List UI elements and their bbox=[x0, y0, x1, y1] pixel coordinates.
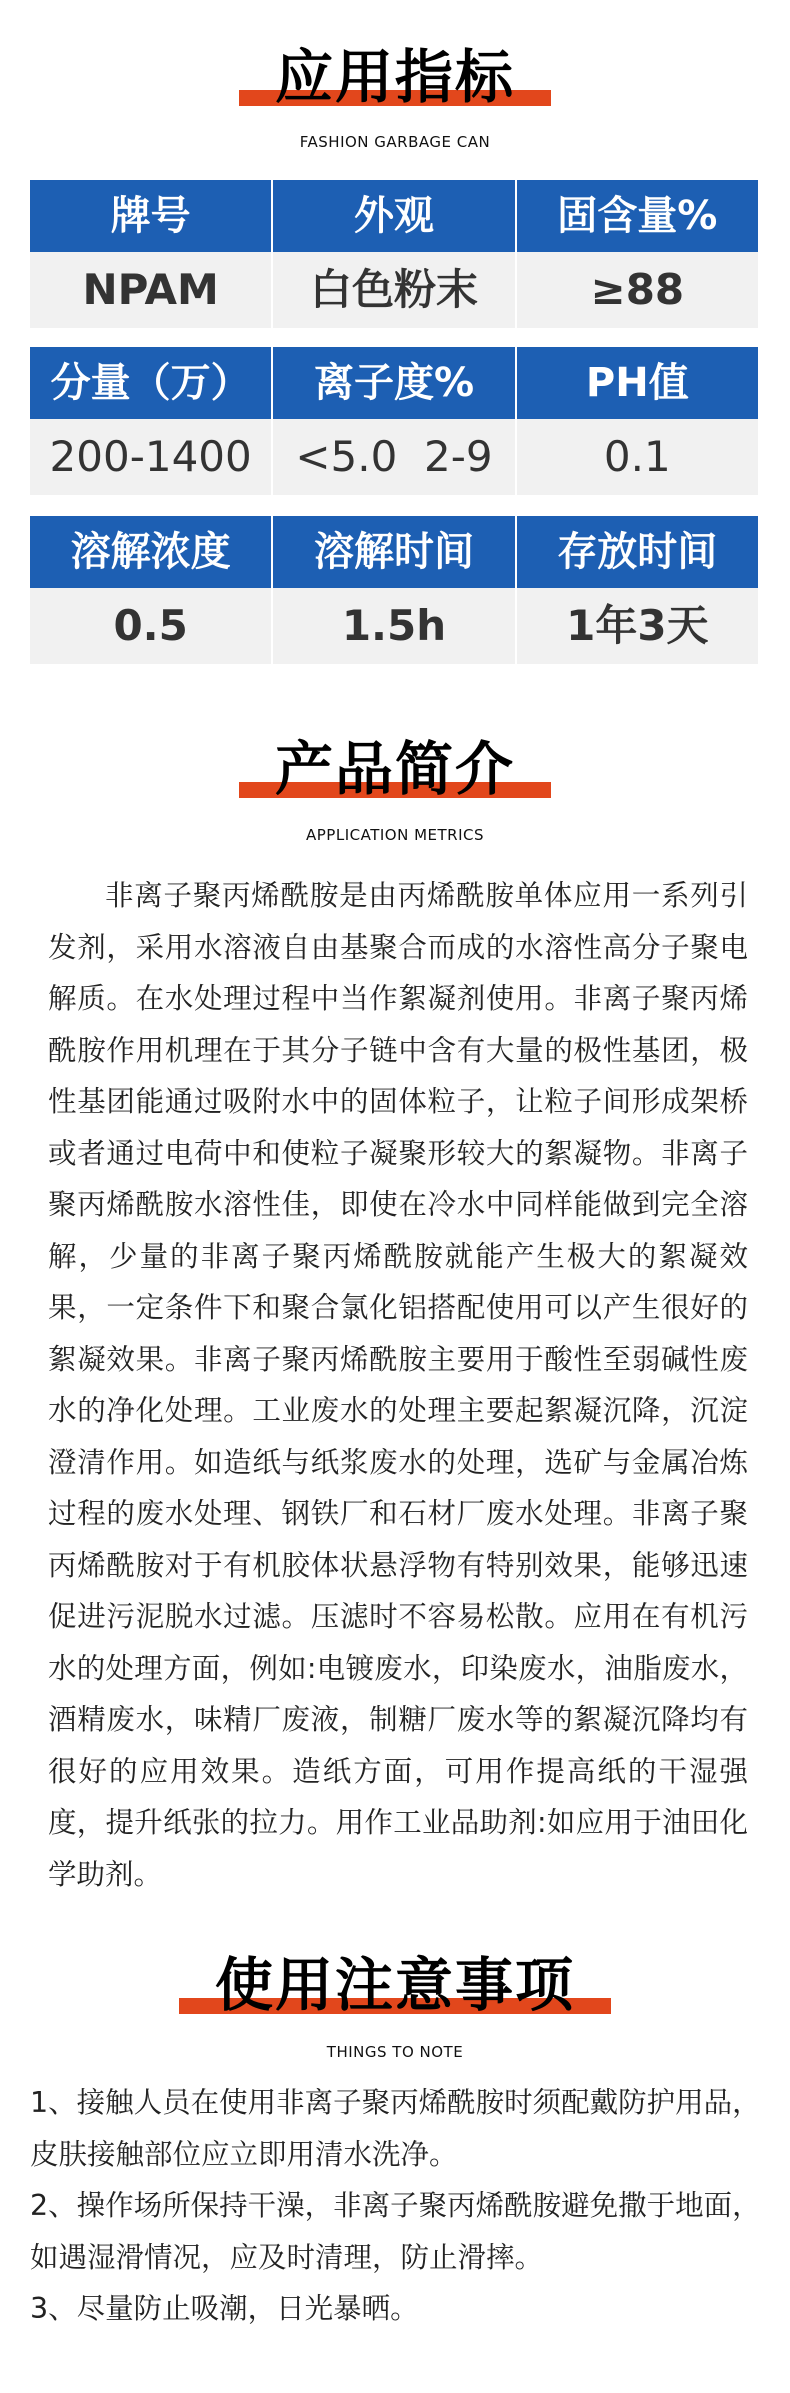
list-item: 3、尽量防止吸潮，日光暴晒。 bbox=[30, 2292, 419, 2325]
section-title-metrics bbox=[0, 40, 790, 114]
table-value-cell: 200-1400 bbox=[30, 419, 273, 495]
table-header-cell: 外观 bbox=[273, 180, 516, 252]
table-header-cell: PH值 bbox=[517, 347, 758, 419]
table-value-cell: 1年3天 bbox=[517, 588, 758, 664]
table-value-cell: NPAM bbox=[30, 252, 273, 328]
section-subtitle: THINGS TO NOTE bbox=[326, 2043, 464, 2061]
table-value-cell bbox=[273, 419, 516, 495]
table-header-cell: 牌号 bbox=[30, 180, 273, 252]
table-header-cell: 分量（万） bbox=[30, 347, 273, 419]
table-header-cell: 固含量% bbox=[517, 180, 758, 252]
table-header-cell: 存放时间 bbox=[517, 516, 758, 588]
spec-table-2 bbox=[30, 347, 758, 495]
list-item: 1、接触人员在使用非离子聚丙烯酰胺时须配戴防护用品，皮肤接触部位应立即用清水洗净。 bbox=[30, 2086, 761, 2171]
spec-table-1 bbox=[30, 180, 758, 328]
table-header-cell: 离子度% bbox=[273, 347, 516, 419]
section-title-intro bbox=[0, 732, 790, 806]
section-heading: 产品简介 bbox=[274, 735, 515, 803]
ion-degree-value: <5.0 bbox=[295, 432, 398, 481]
table-value-cell: 0.5 bbox=[30, 588, 273, 664]
table-header-cell: 溶解时间 bbox=[273, 516, 516, 588]
page-title: 应用指标 bbox=[274, 43, 515, 111]
notes-list bbox=[30, 2077, 770, 2335]
section-subtitle: APPLICATION METRICS bbox=[305, 826, 484, 844]
ph-range-value: 2-9 bbox=[424, 432, 493, 481]
spec-table-3 bbox=[30, 516, 758, 664]
table-value-cell: 0.1 bbox=[517, 419, 758, 495]
section-subtitle: FASHION GARBAGE CAN bbox=[299, 133, 491, 151]
table-header-row bbox=[30, 516, 758, 588]
section-heading: 使用注意事项 bbox=[214, 1951, 575, 2019]
table-value-row bbox=[30, 419, 758, 495]
product-description: 非离子聚丙烯酰胺是由丙烯酰胺单体应用一系列引发剂，采用水溶液自由基聚合而成的水溶性高分子聚电解质。在水处理过程中当作絮凝剂使用。非离子聚丙烯酰胺作用机理在于其分子链中含有大量的极性基团，极性基团能通过吸附水中的固体粒子，让粒子间形成架桥或者通过电荷中和使粒子凝聚形较大的絮凝物。非离子聚丙烯酰胺水溶性佳，即使在冷水中同样能做到完全溶解，少量的非离子聚丙烯酰胺就能产生极大的絮凝效果，一定条件下和聚合氯化铝搭配使用可以产生很好的絮凝效果。非离子聚丙烯酰胺主要用于酸性至弱碱性废水的净化处理。工业废水的处理主要起絮凝沉降，沉淀澄清作用。如造纸与纸浆废水的处理，选矿与金属冶炼过程的废水处理、钢铁厂和石材厂废水处理。非离子聚丙烯酰胺对于有机胶体状悬浮物有特别效果，能够迅速促进污泥脱水过滤。压滤时不容易松散。应用在有机污水的处理方面，例如:电镀废水，印染废水，油脂废水，酒精废水，味精厂废液，制糖厂废水等的絮凝沉降均有很好的应用效果。造纸方面，可用作提高纸的干湿强度，提升纸张的拉力。用作工业品助剂:如应用于油田化学助剂。 bbox=[48, 879, 748, 1891]
table-value-row bbox=[30, 252, 758, 328]
table-value-row bbox=[30, 588, 758, 664]
table-header-row bbox=[30, 347, 758, 419]
table-value-cell: ≥88 bbox=[517, 252, 758, 328]
section-title-notes bbox=[0, 1948, 790, 2022]
table-value-cell: 1.5h bbox=[273, 588, 516, 664]
table-header-cell: 溶解浓度 bbox=[30, 516, 273, 588]
table-header-row bbox=[30, 180, 758, 252]
table-value-cell: 白色粉末 bbox=[273, 252, 516, 328]
list-item: 2、操作场所保持干澡，非离子聚丙烯酰胺避免撒于地面，如遇湿滑情况，应及时清理，防止滑摔。 bbox=[30, 2189, 761, 2274]
